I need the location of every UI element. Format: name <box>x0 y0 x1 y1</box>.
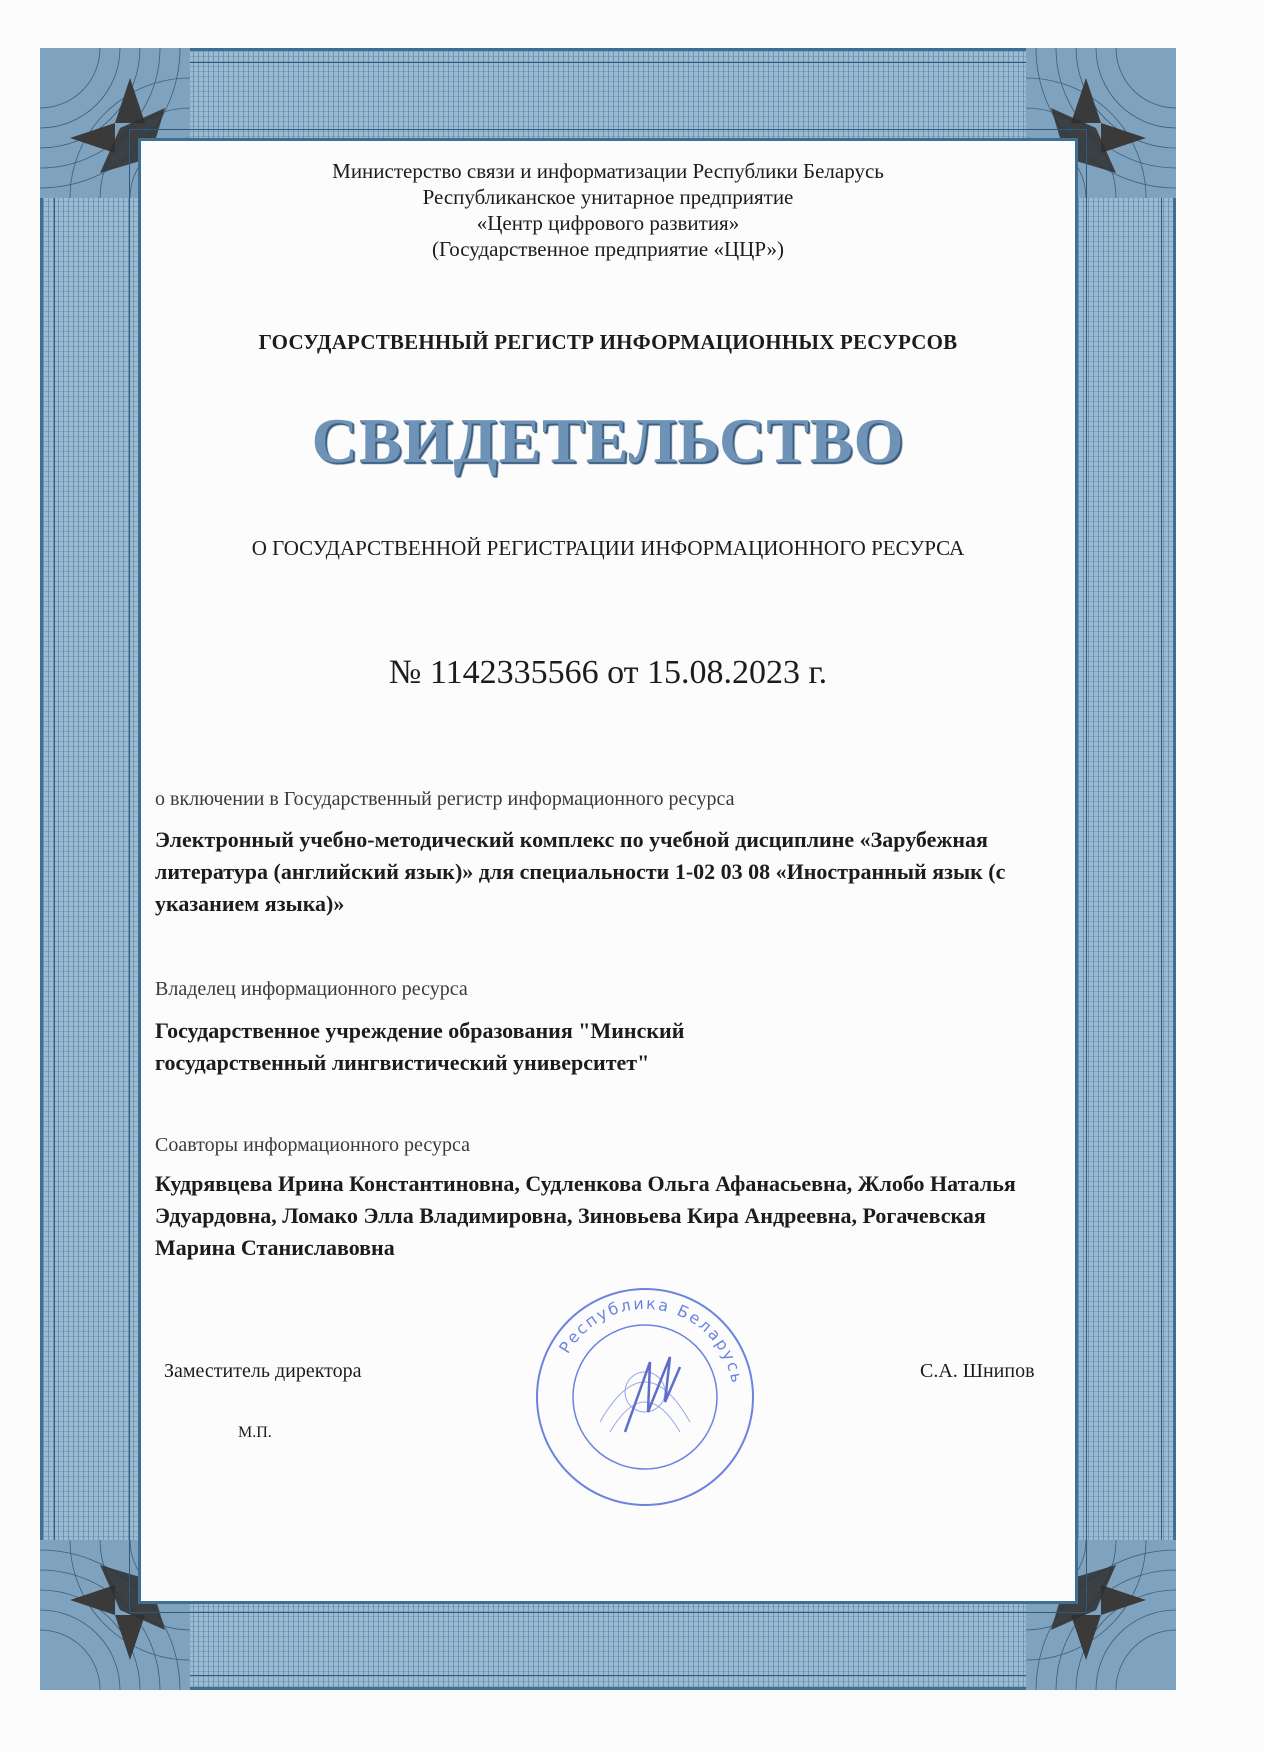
owner-name: Государственное учреждение образования "Минский государственный лингвистический университет" <box>155 1018 685 1075</box>
owner-label: Владелец информационного ресурса <box>155 978 468 1000</box>
certificate-title: СВИДЕТЕЛЬСТВО <box>311 405 905 476</box>
stamp-ring-text: Республика Беларусь <box>555 1293 748 1387</box>
official-stamp-icon <box>530 1282 760 1512</box>
seal-place-mark: М.П. <box>238 1424 272 1441</box>
signatory-name: С.А. Шнипов <box>920 1360 1035 1382</box>
issuer-line: Министерство связи и информатизации Республики Беларусь <box>332 159 884 183</box>
certificate-subtitle: О ГОСУДАРСТВЕННОЙ РЕГИСТРАЦИИ ИНФОРМАЦИОННОГО РЕСУРСА <box>251 536 965 560</box>
issuer-line: (Государственное предприятие «ЦЦР») <box>431 237 785 261</box>
signatory-position: Заместитель директора <box>164 1360 362 1382</box>
coauthors-label: Соавторы информационного ресурса <box>155 1134 471 1156</box>
coauthors-list: Кудрявцева Ирина Константиновна, Судленкова Ольга Афанасьевна, Жлобо Наталья Эдуардовна, Ломако Элла Владимировна, Зиновьева Кира Андреевна, Рогачевская Марина Станиславовна <box>155 1171 1016 1260</box>
issuer-line: Республиканское унитарное предприятие <box>422 185 794 209</box>
issuer-line: «Центр цифрового развития» <box>476 211 740 235</box>
registry-heading: ГОСУДАРСТВЕННЫЙ РЕГИСТР ИНФОРМАЦИОННЫХ РЕСУРСОВ <box>258 330 958 354</box>
certificate-number: № 1142335566 от 15.08.2023 г. <box>388 654 828 691</box>
resource-name: Электронный учебно-методический комплекс по учебной дисциплине «Зарубежная литература (английский язык)» для специальности 1-02 03 08 «Иностранный язык (с указанием языка)» <box>155 827 1006 916</box>
inclusion-label: о включении в Государственный регистр информационного ресурса <box>155 788 735 810</box>
issuer-header <box>138 158 1078 262</box>
